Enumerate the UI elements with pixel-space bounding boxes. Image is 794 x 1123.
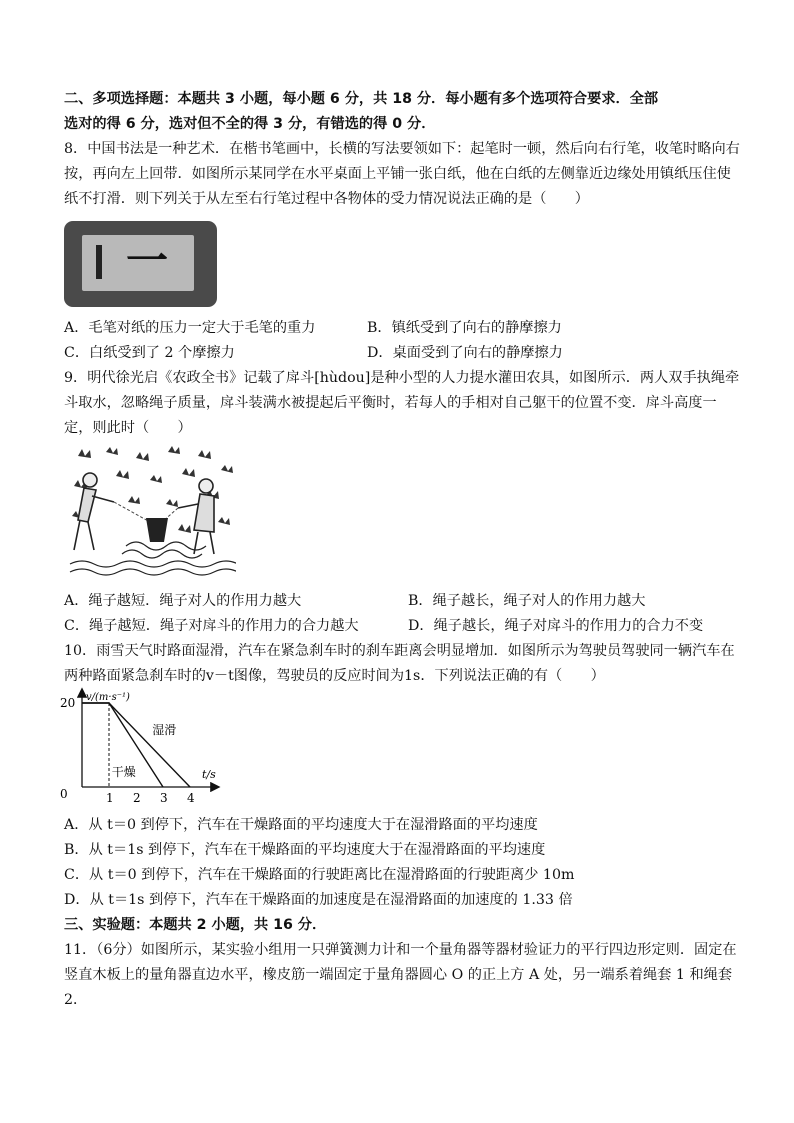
q8-stem-line2: 按，再向左上回带．如图所示某同学在水平桌面上平铺一张白纸，他在白纸的左侧靠近边缘处用镇纸压住使 bbox=[64, 166, 731, 182]
paperweight bbox=[96, 245, 102, 279]
hudou-illustration bbox=[66, 446, 236, 580]
section2-heading-line1: 二、多项选择题：本题共 3 小题，每小题 6 分，共 18 分．每小题有多个选项符合要求．全部 bbox=[64, 91, 659, 107]
q11-stem-line2: 竖直木板上的量角器直边水平，橡皮筋一端固定于量角器圆心 O 的正上方 A 处，另一端系着绳套 1 和绳套 bbox=[64, 967, 733, 983]
q9-option-d: D．绳子越长，绳子对戽斗的作用力的合力不变 bbox=[408, 618, 704, 634]
q10-stem-line2: 两种路面紧急刹车时的v－t图像，驾驶员的反应时间为1s．下列说法正确的有（ ） bbox=[64, 668, 605, 684]
x-axis-label: t/s bbox=[202, 768, 216, 781]
y-axis-label: v/(m·s⁻¹) bbox=[86, 692, 130, 703]
q9-option-b: B．绳子越长，绳子对人的作用力越大 bbox=[408, 593, 646, 609]
q8-option-c: C．白纸受到了 2 个摩擦力 bbox=[64, 345, 235, 361]
q9-stem-line2: 斗取水，忽略绳子质量，戽斗装满水被提起后平衡时，若每人的手相对自己躯干的位置不变．戽斗高度一 bbox=[64, 395, 717, 411]
q8-option-b: B．镇纸受到了向右的静摩擦力 bbox=[367, 320, 562, 336]
series-label-wet: 湿滑 bbox=[152, 723, 177, 738]
x-tick-label-3: 3 bbox=[160, 791, 168, 805]
q8-option-d: D．桌面受到了向右的静摩擦力 bbox=[367, 345, 563, 361]
y-tick-label-20: 20 bbox=[60, 696, 76, 710]
q10-option-a: A．从 t＝0 到停下，汽车在干燥路面的平均速度大于在湿滑路面的平均速度 bbox=[64, 817, 538, 833]
q10-option-c: C．从 t＝0 到停下，汽车在干燥路面的行驶距离比在湿滑路面的行驶距离少 10m bbox=[64, 867, 575, 883]
q8-option-a: A．毛笔对纸的压力一定大于毛笔的重力 bbox=[64, 320, 316, 336]
q8-stem-line1: 8．中国书法是一种艺术．在楷书笔画中，长横的写法要领如下：起笔时一顿，然后向右行笔，收笔时略向右 bbox=[64, 141, 740, 157]
q11-stem-line1: 11．（6分）如图所示，某实验小组用一只弹簧测力计和一个量角器等器材验证力的平行四边形定则．固定在 bbox=[64, 942, 737, 958]
q10-option-b: B．从 t＝1s 到停下，汽车在干燥路面的平均速度大于在湿滑路面的平均速度 bbox=[64, 842, 546, 858]
x-tick-label-4: 4 bbox=[187, 791, 195, 805]
x-tick-label-1: 1 bbox=[106, 791, 114, 805]
section2-heading-line2: 选对的得 6 分，选对但不全的得 3 分，有错选的得 0 分． bbox=[64, 116, 436, 132]
section3-heading: 三、实验题：本题共 2 小题，共 16 分． bbox=[64, 917, 327, 933]
vt-graph bbox=[56, 686, 226, 810]
series-label-dry: 干燥 bbox=[111, 765, 136, 780]
q9-stem-line3: 定，则此时（ ） bbox=[64, 420, 192, 436]
q9-option-c: C．绳子越短．绳子对戽斗的作用力的合力越大 bbox=[64, 618, 359, 634]
calligraphy-photo bbox=[64, 221, 217, 307]
q10-option-d: D．从 t＝1s 到停下，汽车在干燥路面的加速度是在湿滑路面的加速度的 1.33 倍 bbox=[64, 892, 573, 908]
q9-stem-line1: 9．明代徐光启《农政全书》记载了戽斗[hùdou]是种小型的人力提水灌田农具，如图所示．两人双手执绳牵 bbox=[64, 370, 740, 386]
x-tick-label-2: 2 bbox=[133, 791, 141, 805]
q10-stem-line1: 10．雨雪天气时路面湿滑，汽车在紧急刹车时的刹车距离会明显增加．如图所示为驾驶员驾驶同一辆汽车在 bbox=[64, 643, 735, 659]
origin-label: 0 bbox=[60, 787, 68, 801]
brush-stroke-glyph: 一 bbox=[126, 236, 169, 285]
q11-stem-line3: 2． bbox=[64, 992, 88, 1008]
q8-stem-line3: 纸不打滑．则下列关于从左至右行笔过程中各物体的受力情况说法正确的是（ ） bbox=[64, 191, 589, 207]
q9-option-a: A．绳子越短．绳子对人的作用力越大 bbox=[64, 593, 302, 609]
